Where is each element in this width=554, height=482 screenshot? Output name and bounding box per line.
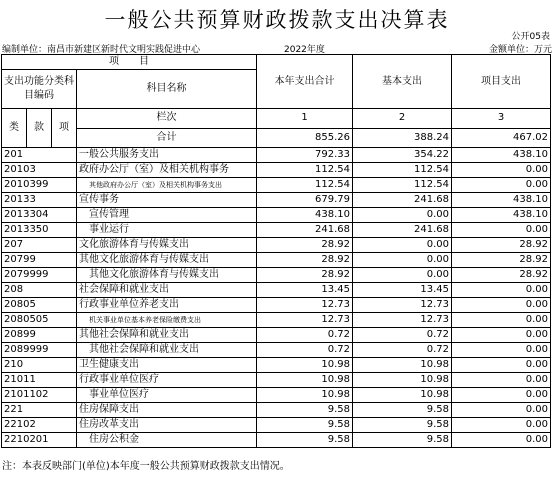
row-basic: 0.00 [353,268,452,283]
row-basic: 0.72 [353,328,452,343]
row-name: 机关事业单位基本养老保险缴费支出 [77,313,257,328]
row-total: 9.58 [257,418,353,433]
row-project: 0.00 [452,178,551,193]
row-code: 2013304 [2,208,77,223]
row-name: 事业单位医疗 [77,388,257,403]
row-total: 9.58 [257,433,353,448]
row-total: 28.92 [257,238,353,253]
table-row [2,418,551,433]
table-row [2,178,551,193]
row-total: 0.72 [257,343,353,358]
row-project: 0.00 [452,418,551,433]
row-name: 文化旅游体育与传媒支出 [77,238,257,253]
row-total: 241.68 [257,223,353,238]
sum-total: 855.26 [257,128,353,148]
table-row [2,193,551,208]
row-total: 679.79 [257,193,353,208]
row-code: 20799 [2,253,77,268]
table-row [2,268,551,283]
row-name: 宣传事务 [77,193,257,208]
table-row [2,208,551,223]
row-basic: 241.68 [353,223,452,238]
row-code: 21011 [2,373,77,388]
row-basic: 112.54 [353,178,452,193]
row-basic: 12.73 [353,313,452,328]
row-code: 2010399 [2,178,77,193]
table-row [2,403,551,418]
row-code: 20805 [2,298,77,313]
header-func-code: 支出功能分类科目编码 [2,70,77,109]
row-project: 28.92 [452,238,551,253]
money-unit: 金额单位：万元 [488,45,552,55]
table-row [2,148,551,163]
header-col2: 2 [353,109,452,129]
table-row [2,298,551,313]
header-project: 项目支出 [452,55,551,109]
row-basic: 241.68 [353,193,452,208]
row-project: 28.92 [452,253,551,268]
header-sum-label: 合计 [77,128,257,148]
row-name: 其他社会保障和就业支出 [77,328,257,343]
header-lei: 类 [2,109,27,148]
sum-basic: 388.24 [353,128,452,148]
row-basic: 10.98 [353,358,452,373]
row-name: 宣传管理 [77,208,257,223]
row-code: 207 [2,238,77,253]
table-row [2,373,551,388]
row-project: 0.00 [452,163,551,178]
header-total: 本年支出合计 [257,55,353,109]
row-code: 2013350 [2,223,77,238]
table-row [2,253,551,268]
row-code: 2080505 [2,313,77,328]
sum-project: 467.02 [452,128,551,148]
row-total: 9.58 [257,403,353,418]
row-project: 0.00 [452,388,551,403]
header-col1: 1 [257,109,353,129]
row-total: 10.98 [257,388,353,403]
row-project: 438.10 [452,193,551,208]
row-project: 0.00 [452,433,551,448]
row-basic: 0.72 [353,343,452,358]
row-total: 112.54 [257,163,353,178]
row-project: 0.00 [452,343,551,358]
row-basic: 0.00 [353,238,452,253]
table-row [2,328,551,343]
row-basic: 10.98 [353,388,452,403]
row-name: 事业运行 [77,223,257,238]
row-total: 792.33 [257,148,353,163]
row-project: 0.00 [452,358,551,373]
header-basic: 基本支出 [353,55,452,109]
page-title: 一般公共预算财政拨款支出决算表 [104,8,450,32]
header-xiang: 项 [52,109,77,148]
row-project: 0.00 [452,328,551,343]
row-project: 0.00 [452,313,551,328]
row-project: 438.10 [452,148,551,163]
row-code: 2210201 [2,433,77,448]
row-code: 201 [2,148,77,163]
row-name: 行政事业单位医疗 [77,373,257,388]
fiscal-year: 2022年度 [284,45,325,55]
row-basic: 12.73 [353,298,452,313]
row-total: 12.73 [257,298,353,313]
table-row [2,163,551,178]
table-row [2,238,551,253]
row-name: 住房改革支出 [77,418,257,433]
row-code: 22102 [2,418,77,433]
row-name: 社会保障和就业支出 [77,283,257,298]
row-total: 10.98 [257,358,353,373]
row-code: 20133 [2,193,77,208]
row-total: 12.73 [257,313,353,328]
row-project: 0.00 [452,283,551,298]
row-name: 其他政府办公厅（室）及相关机构事务支出 [77,178,257,193]
row-name: 其他文化旅游体育与传媒支出 [77,253,257,268]
row-name: 住房保障支出 [77,403,257,418]
row-basic: 9.58 [353,403,452,418]
row-code: 20899 [2,328,77,343]
row-total: 112.54 [257,178,353,193]
row-code: 208 [2,283,77,298]
table-row [2,343,551,358]
row-total: 13.45 [257,283,353,298]
meta-row [2,42,552,54]
row-project: 0.00 [452,223,551,238]
header-item-group: 项 目 [2,55,257,70]
row-basic: 0.00 [353,253,452,268]
row-code: 210 [2,358,77,373]
row-basic: 354.22 [353,148,452,163]
row-project: 438.10 [452,208,551,223]
row-basic: 9.58 [353,433,452,448]
row-basic: 10.98 [353,373,452,388]
row-code: 221 [2,403,77,418]
row-code: 2101102 [2,388,77,403]
row-basic: 112.54 [353,163,452,178]
table-row [2,358,551,373]
row-project: 28.92 [452,268,551,283]
row-project: 0.00 [452,403,551,418]
row-total: 0.72 [257,328,353,343]
expenditure-table [1,54,551,448]
row-name: 住房公积金 [77,433,257,448]
table-row [2,433,551,448]
row-name: 其他社会保障和就业支出 [77,343,257,358]
row-project: 0.00 [452,298,551,313]
row-name: 行政事业单位养老支出 [77,298,257,313]
table-row [2,283,551,298]
row-total: 28.92 [257,268,353,283]
row-basic: 13.45 [353,283,452,298]
row-name: 一般公共服务支出 [77,148,257,163]
row-code: 2089999 [2,343,77,358]
row-total: 438.10 [257,208,353,223]
row-name: 卫生健康支出 [77,358,257,373]
row-total: 28.92 [257,253,353,268]
header-subject-name: 科目名称 [77,70,257,109]
table-row [2,388,551,403]
row-basic: 0.00 [353,208,452,223]
header-col3: 3 [452,109,551,129]
compiling-unit: 编制单位：南昌市新建区新时代文明实践促进中心 [2,45,201,55]
row-project: 0.00 [452,373,551,388]
row-total: 10.98 [257,373,353,388]
row-code: 20103 [2,163,77,178]
header-column-no: 栏次 [77,109,257,129]
row-code: 2079999 [2,268,77,283]
row-basic: 9.58 [353,418,452,433]
table-row [2,313,551,328]
row-name: 其他文化旅游体育与传媒支出 [77,268,257,283]
row-name: 政府办公厅（室）及相关机构事务 [77,163,257,178]
form-number: 公开05表 [511,32,550,42]
table-row [2,223,551,238]
header-kuan: 款 [27,109,52,148]
footnote: 注：本表反映部门(单位)本年度一般公共预算财政拨款支出情况。 [2,461,290,472]
